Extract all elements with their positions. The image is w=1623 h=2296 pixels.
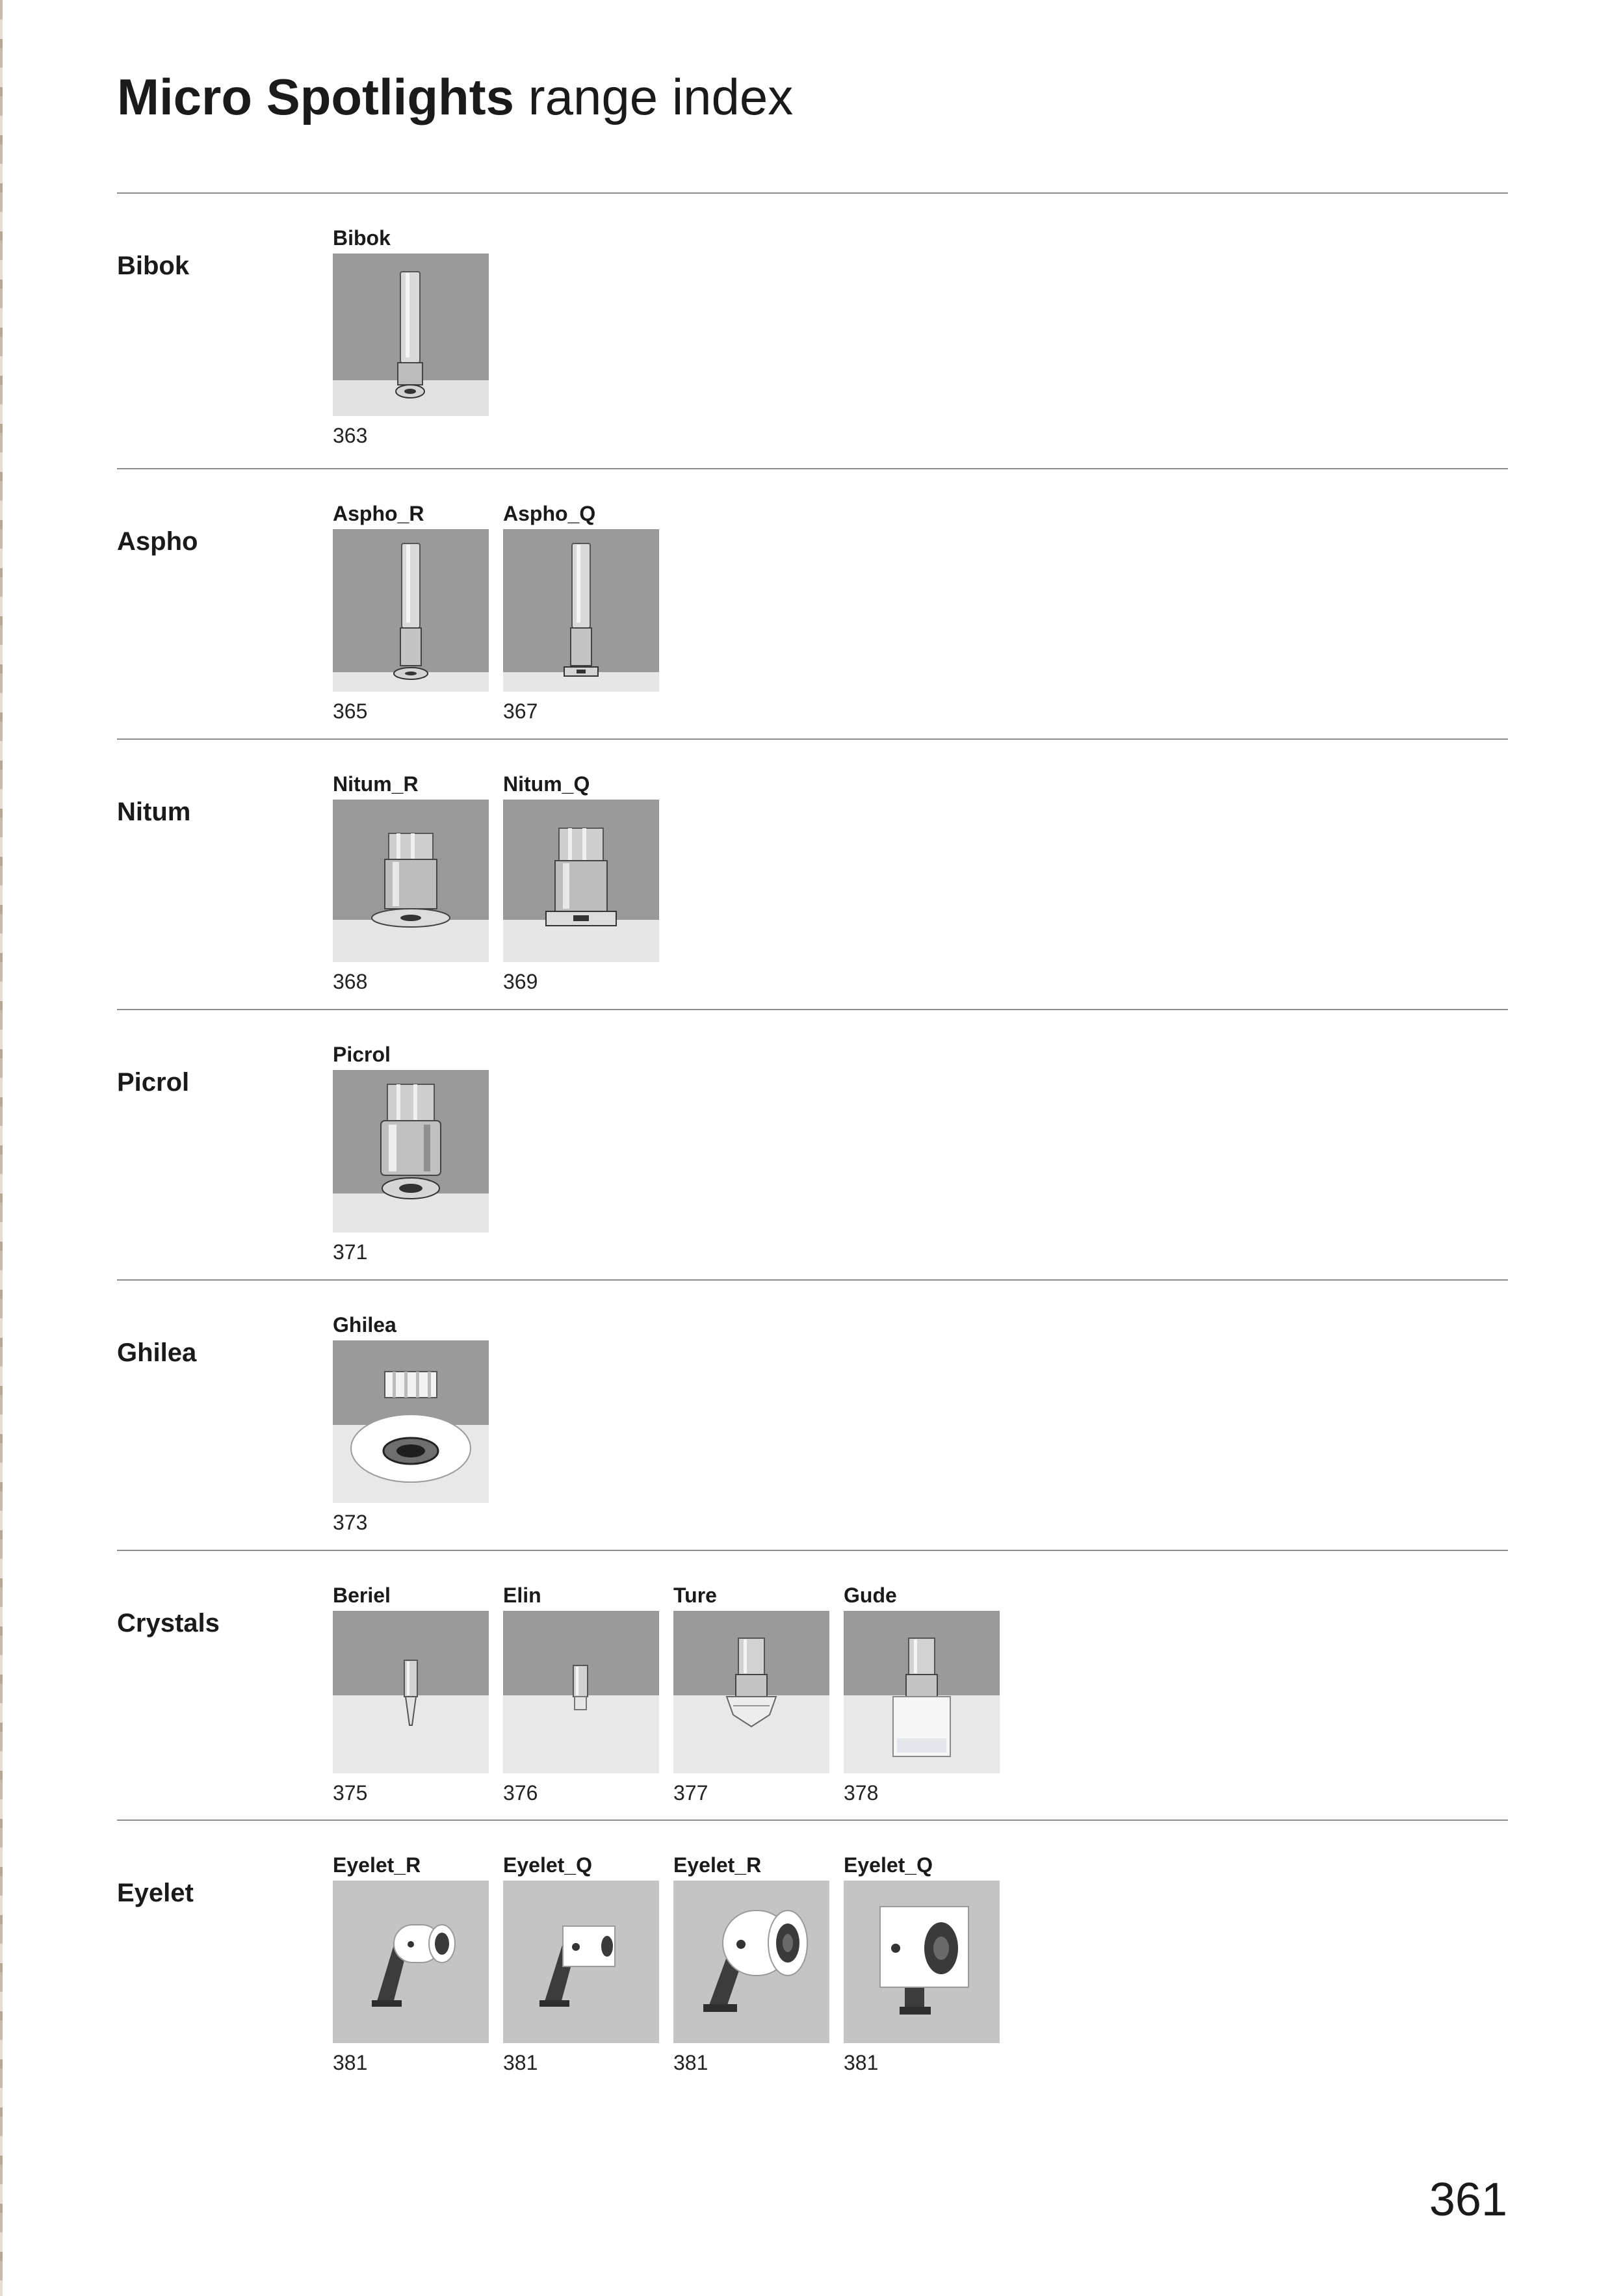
page-title-bold: Micro Spotlights <box>117 68 514 125</box>
section-divider <box>117 468 1508 469</box>
product-page-number: 375 <box>333 1781 368 1805</box>
product-name: Beriel <box>333 1584 391 1607</box>
product-name: Aspho_Q <box>503 502 596 525</box>
nitum-square-spotlight-photo <box>503 800 659 962</box>
product-card[interactable] <box>503 1853 659 2074</box>
product-card[interactable] <box>673 1584 829 1805</box>
section-divider <box>117 1820 1508 1821</box>
product-card[interactable] <box>333 1853 489 2074</box>
range-name-ghilea: Ghilea <box>117 1338 197 1367</box>
aspho-round-spotlight-photo <box>333 529 489 692</box>
product-name: Bibok <box>333 226 391 250</box>
eyelet-square-large-photo <box>844 1881 1000 2043</box>
page-title-light: range index <box>513 68 794 125</box>
product-page-number: 381 <box>844 2051 879 2074</box>
ture-crystal-spotlight-photo <box>673 1611 829 1773</box>
product-card[interactable] <box>333 1584 489 1805</box>
product-page-number: 371 <box>333 1240 368 1264</box>
product-page-number: 381 <box>333 2051 368 2074</box>
product-card[interactable] <box>503 502 659 723</box>
product-card[interactable] <box>503 772 659 993</box>
product-card[interactable] <box>333 1043 489 1264</box>
section-divider <box>117 1009 1508 1010</box>
section-divider <box>117 1550 1508 1551</box>
product-page-number: 377 <box>673 1781 708 1805</box>
gude-crystal-spotlight-photo <box>844 1611 1000 1773</box>
aspho-square-spotlight-photo <box>503 529 659 692</box>
product-name: Elin <box>503 1584 541 1607</box>
product-page-number: 363 <box>333 424 368 447</box>
product-name: Picrol <box>333 1043 391 1066</box>
product-name: Aspho_R <box>333 502 424 525</box>
eyelet-square-small-photo <box>503 1881 659 2043</box>
section-divider <box>117 1279 1508 1281</box>
range-name-picrol: Picrol <box>117 1068 190 1097</box>
product-page-number: 369 <box>503 970 538 993</box>
page-edge-strip <box>0 0 3 2296</box>
product-name: Nitum_R <box>333 772 419 796</box>
product-page-number: 381 <box>673 2051 708 2074</box>
product-name: Nitum_Q <box>503 772 590 796</box>
product-name: Ghilea <box>333 1313 396 1337</box>
product-card[interactable] <box>844 1853 1000 2074</box>
eyelet-round-large-photo <box>673 1881 829 2043</box>
product-name: Eyelet_R <box>673 1853 762 1877</box>
ghilea-spotlight-photo <box>333 1340 489 1503</box>
nitum-round-spotlight-photo <box>333 800 489 962</box>
bibok-spotlight-photo <box>333 254 489 416</box>
range-name-bibok: Bibok <box>117 252 190 280</box>
product-page-number: 367 <box>503 699 538 723</box>
product-page-number: 381 <box>503 2051 538 2074</box>
elin-crystal-spotlight-photo <box>503 1611 659 1773</box>
product-card[interactable] <box>844 1584 1000 1805</box>
product-name: Eyelet_Q <box>844 1853 933 1877</box>
product-name: Gude <box>844 1584 897 1607</box>
range-name-nitum: Nitum <box>117 798 191 826</box>
product-card[interactable] <box>333 1313 489 1534</box>
product-card[interactable] <box>333 502 489 723</box>
product-page-number: 368 <box>333 970 368 993</box>
range-name-eyelet: Eyelet <box>117 1879 194 1907</box>
product-card[interactable] <box>333 226 489 447</box>
range-name-aspho: Aspho <box>117 527 198 556</box>
product-page-number: 376 <box>503 1781 538 1805</box>
picrol-spotlight-photo <box>333 1070 489 1233</box>
product-card[interactable] <box>333 772 489 993</box>
beriel-crystal-spotlight-photo <box>333 1611 489 1773</box>
product-page-number: 373 <box>333 1511 368 1534</box>
section-divider <box>117 192 1508 194</box>
product-name: Eyelet_Q <box>503 1853 592 1877</box>
product-page-number: 365 <box>333 699 368 723</box>
page-number: 361 <box>1429 2174 1507 2226</box>
section-divider <box>117 738 1508 740</box>
page-title <box>117 68 793 126</box>
product-card[interactable] <box>503 1584 659 1805</box>
eyelet-round-small-photo <box>333 1881 489 2043</box>
product-name: Ture <box>673 1584 717 1607</box>
product-card[interactable] <box>673 1853 829 2074</box>
product-name: Eyelet_R <box>333 1853 421 1877</box>
product-page-number: 378 <box>844 1781 879 1805</box>
range-name-crystals: Crystals <box>117 1609 220 1637</box>
